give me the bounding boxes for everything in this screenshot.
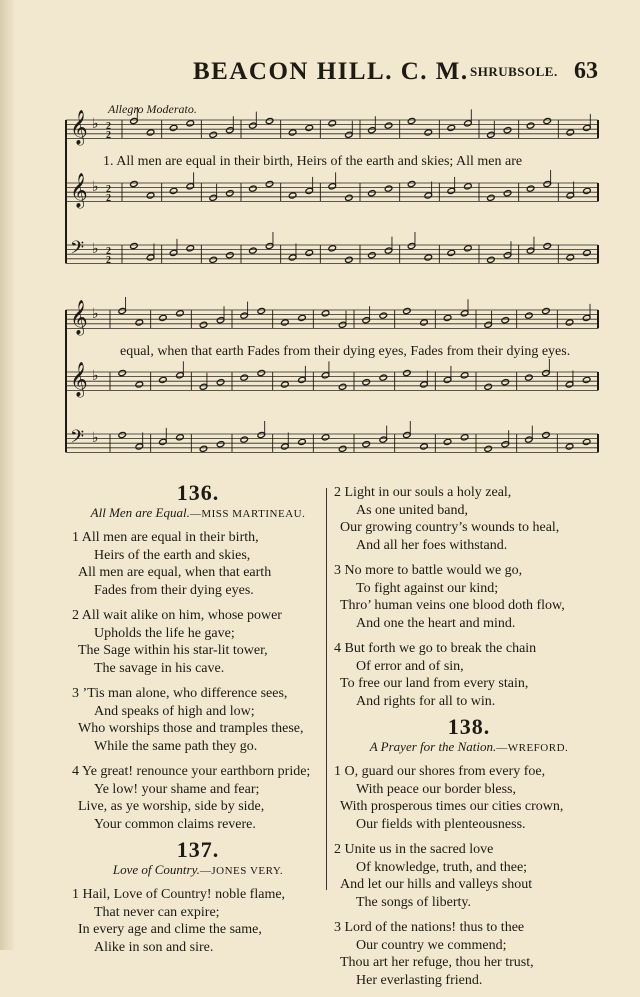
hymn-author: —MISS MARTINEAU.	[189, 507, 306, 520]
stanza-line: 1 Hail, Love of Country! noble flame,	[72, 887, 286, 902]
note-head	[487, 194, 495, 201]
note-head	[226, 252, 234, 259]
hymn-heading	[72, 861, 324, 881]
hymn-title: Love of Country.	[112, 861, 200, 877]
note-head	[503, 190, 511, 197]
stanza-line: The savage in his cave.	[94, 660, 225, 676]
note-head	[566, 129, 574, 136]
stanza-line: As one united band,	[356, 502, 468, 518]
stanza	[334, 640, 604, 710]
stanza	[72, 529, 324, 599]
note-head	[484, 383, 492, 390]
note-head	[565, 319, 573, 326]
hymn-138	[334, 714, 604, 989]
hymn-author: —JONES VERY.	[199, 864, 284, 877]
note-head	[503, 127, 511, 134]
tune-title: BEACON HILL. C. M.	[193, 58, 469, 85]
stanza-line: Who worships those and tramples these,	[78, 721, 304, 736]
tempo-marking: Allegro Moderato.	[108, 102, 197, 116]
note-head	[169, 124, 177, 131]
flat-icon: ♭	[92, 179, 99, 195]
note-head	[420, 443, 428, 450]
bass-clef-icon: 𝄢	[70, 427, 85, 452]
note-head	[186, 245, 194, 252]
note-head	[240, 374, 248, 381]
stanza-line: Of knowledge, truth, and thee;	[356, 859, 528, 875]
note-head	[216, 441, 224, 448]
hymn-137-continued	[334, 484, 604, 710]
note-head	[199, 445, 207, 452]
note-head	[384, 122, 392, 129]
note-head	[338, 383, 346, 390]
time-signature-icon: 2	[106, 246, 111, 257]
note-head	[130, 242, 138, 249]
note-head	[407, 180, 415, 187]
note-head	[447, 124, 455, 131]
note-head	[542, 431, 550, 438]
note-head	[257, 307, 265, 314]
note-head	[305, 249, 313, 256]
tune-composer: SHRUBSOLE.	[470, 64, 558, 79]
note-head	[146, 192, 154, 199]
stanza-line: With peace our border bless,	[356, 781, 516, 797]
note-head	[281, 381, 289, 388]
stanza-line: Our fields with plenteousness.	[356, 816, 526, 832]
note-head	[403, 369, 411, 376]
note-head	[484, 445, 492, 452]
note-head	[298, 314, 306, 321]
time-signature-icon: 2	[106, 121, 111, 132]
stanza	[72, 685, 324, 755]
note-head	[407, 117, 415, 124]
note-head	[321, 310, 329, 317]
stanza-line: Her everlasting friend.	[356, 972, 483, 988]
stanza-line: 2 Unite us in the sacred love	[334, 842, 494, 857]
stanza-line: The Sage within his star-lit tower,	[78, 643, 268, 658]
note-head	[526, 185, 534, 192]
stanza-line: Live, as ye worship, side by side,	[78, 799, 265, 814]
stanza	[334, 562, 604, 632]
note-head	[460, 434, 468, 441]
stanza-line: 3 Lord of the nations! thus to thee	[334, 920, 525, 935]
hymn-stanzas	[72, 529, 324, 833]
note-head	[281, 319, 289, 326]
note-head	[501, 317, 509, 324]
stanza-line: And speaks of high and low;	[94, 703, 255, 719]
stanza-line: The songs of liberty.	[356, 894, 471, 910]
hymn-number: 136.	[176, 480, 220, 505]
stanza-line: 4 Ye great! renounce your earthborn pride;	[72, 764, 311, 779]
treble-clef-icon: 𝄞	[70, 300, 88, 335]
note-head	[216, 379, 224, 386]
note-head	[424, 254, 432, 261]
stanza-line: Ye low! your shame and fear;	[94, 781, 260, 797]
note-head	[249, 185, 257, 192]
note-head	[176, 434, 184, 441]
note-head	[583, 249, 591, 256]
note-head	[186, 120, 194, 127]
flat-icon: ♭	[92, 368, 99, 384]
note-head	[265, 180, 273, 187]
stanza	[72, 607, 324, 677]
left-column	[72, 480, 324, 964]
stanza	[334, 484, 604, 554]
note-head	[443, 438, 451, 445]
note-head	[543, 242, 551, 249]
hymn-stanzas	[72, 886, 324, 956]
stanza-line: To free our land from every stain,	[340, 676, 529, 691]
stanza-line: Upholds the life he gave;	[94, 625, 235, 641]
note-head	[240, 436, 248, 443]
music-score	[0, 0, 640, 480]
note-head	[288, 129, 296, 136]
note-head	[328, 245, 336, 252]
note-head	[379, 374, 387, 381]
treble-clef-icon: 𝄞	[70, 110, 88, 145]
stanza-line: To fight against our kind;	[356, 580, 499, 596]
note-head	[159, 376, 167, 383]
note-head	[566, 254, 574, 261]
note-head	[464, 245, 472, 252]
note-head	[362, 441, 370, 448]
treble-clef-icon: 𝄞	[70, 173, 88, 208]
note-head	[199, 321, 207, 328]
note-head	[298, 438, 306, 445]
hymn-author: —WREFORD.	[496, 741, 569, 754]
note-head	[543, 117, 551, 124]
stanza-line: Fades from their dying eyes.	[94, 582, 254, 598]
time-signature-icon: 2	[106, 130, 111, 141]
stanza-line: And let our hills and valleys shout	[340, 877, 533, 892]
stanza	[334, 763, 604, 833]
note-head	[118, 369, 126, 376]
stanza-line: Our growing country’s wounds to heal,	[340, 520, 560, 535]
note-head	[384, 185, 392, 192]
hymn-137	[72, 837, 324, 956]
note-head	[226, 190, 234, 197]
stanza-line: 4 But forth we go to break the chain	[334, 641, 537, 656]
note-head	[159, 314, 167, 321]
column-divider	[326, 488, 327, 890]
stanza-line: And all her foes withstand.	[356, 537, 508, 553]
note-head	[424, 129, 432, 136]
stanza-line: Our country we commend;	[356, 937, 507, 953]
note-head	[135, 381, 143, 388]
stanza	[72, 763, 324, 833]
stanza-line: Thro’ human veins one blood doth flow,	[340, 598, 565, 613]
hymn-number: 138.	[447, 714, 491, 739]
stanza	[72, 886, 324, 956]
note-head	[328, 120, 336, 127]
flat-icon: ♭	[92, 306, 99, 322]
flat-icon: ♭	[92, 116, 99, 132]
time-signature-icon: 2	[106, 255, 111, 266]
hymn-title: A Prayer for the Nation.	[369, 738, 497, 754]
note-head	[362, 379, 370, 386]
page-number: 63	[574, 58, 598, 84]
stanza-line: In every age and clime the same,	[78, 922, 262, 937]
stanza-line: Heirs of the earth and skies,	[94, 547, 251, 563]
note-head	[582, 438, 590, 445]
note-head	[582, 376, 590, 383]
note-head	[135, 319, 143, 326]
note-head	[305, 124, 313, 131]
stanza-line: Your common claims revere.	[94, 816, 256, 832]
note-head	[209, 256, 217, 263]
note-head	[288, 192, 296, 199]
note-head	[526, 122, 534, 129]
note-head	[265, 117, 273, 124]
stanza-line: 2 All wait alike on him, whose power	[72, 608, 282, 623]
lyric-line-1: 1. All men are equal in their birth, Heirs of the earth and skies; All men are	[103, 154, 523, 169]
note-head	[368, 252, 376, 259]
note-head	[146, 129, 154, 136]
note-head	[321, 434, 329, 441]
note-head	[403, 307, 411, 314]
note-head	[460, 372, 468, 379]
stanza-line: With prosperous times our cities crown,	[340, 799, 564, 814]
stanza	[334, 841, 604, 911]
note-head	[345, 194, 353, 201]
note-head	[501, 379, 509, 386]
note-head	[464, 183, 472, 190]
hymn-title: All Men are Equal.	[90, 504, 190, 520]
note-head	[118, 431, 126, 438]
stanza-line: 3 ’Tis man alone, who difference sees,	[72, 686, 288, 701]
hymn-number: 137.	[176, 837, 220, 862]
bass-clef-icon: 𝄢	[70, 238, 85, 263]
stanza-line: And one the heart and mind.	[356, 615, 516, 631]
hymn-heading	[72, 504, 324, 524]
stanza-line: While the same path they go.	[94, 738, 258, 754]
note-head	[525, 312, 533, 319]
note-head	[257, 369, 265, 376]
stanza-line: That never can expire;	[94, 904, 220, 920]
note-head	[565, 443, 573, 450]
note-head	[368, 190, 376, 197]
note-head	[176, 310, 184, 317]
note-head	[420, 319, 428, 326]
note-head	[169, 187, 177, 194]
note-head	[542, 307, 550, 314]
stanza-line: And rights for all to win.	[356, 693, 496, 709]
stanza-line: Thou art her refuge, thou her trust,	[340, 955, 534, 970]
note-head	[443, 314, 451, 321]
flat-icon: ♭	[92, 430, 99, 446]
note-head	[525, 374, 533, 381]
note-head	[130, 180, 138, 187]
right-column	[334, 484, 604, 997]
time-signature-icon: 2	[106, 184, 111, 195]
flat-icon: ♭	[92, 241, 99, 257]
stanza-line: Of error and of sin,	[356, 658, 464, 674]
note-head	[447, 249, 455, 256]
stanza-line: 3 No more to battle would we go,	[334, 563, 523, 578]
hymn-136	[72, 480, 324, 833]
time-signature-icon: 2	[106, 193, 111, 204]
note-head	[379, 312, 387, 319]
note-head	[487, 256, 495, 263]
note-head	[338, 445, 346, 452]
lyric-line-2: equal, when that earth Fades from their dying eyes, Fades from their dying eyes.	[120, 344, 571, 359]
note-head	[583, 187, 591, 194]
stanza-line: 1 O, guard our shores from every foe,	[334, 764, 546, 779]
hymn-stanzas	[334, 763, 604, 989]
stanza	[334, 919, 604, 989]
note-head	[209, 131, 217, 138]
hymn-heading	[334, 738, 604, 758]
stanza-line: 1 All men are equal in their birth,	[72, 530, 259, 545]
note-head	[249, 247, 257, 254]
stanza-line: 2 Light in our souls a holy zeal,	[334, 485, 512, 500]
stanza-line: Alike in son and sire.	[94, 939, 214, 955]
note-head	[345, 256, 353, 263]
treble-clef-icon: 𝄞	[70, 362, 88, 397]
stanza-line: All men are equal, when that earth	[78, 565, 272, 580]
